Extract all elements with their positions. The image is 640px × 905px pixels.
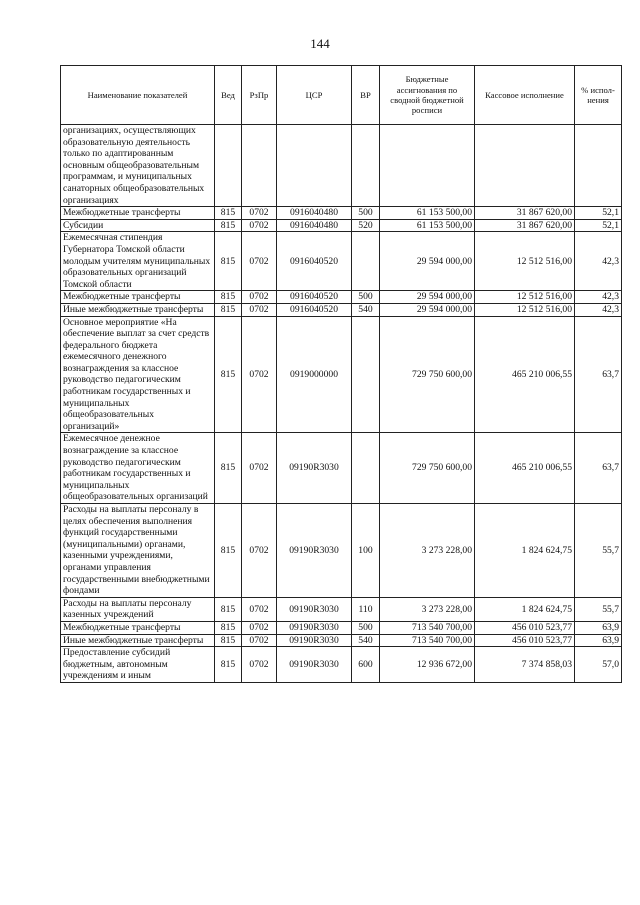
header-ved: Вед xyxy=(215,66,242,125)
row-vr: 500 xyxy=(352,207,380,220)
row-budget: 3 273 228,00 xyxy=(380,504,475,598)
row-rzpr: 0702 xyxy=(242,232,277,291)
row-name: Ежемесячное денежное вознаграждение за классное руководство педагогическим работникам государственных и муниципальных общеобразовательных организаций xyxy=(61,433,215,504)
row-budget: 29 594 000,00 xyxy=(380,232,475,291)
row-name: Межбюджетные трансферты xyxy=(61,621,215,634)
row-ved: 815 xyxy=(215,634,242,647)
row-name: Расходы на выплаты персоналу казенных учреждений xyxy=(61,597,215,621)
row-name: Межбюджетные трансферты xyxy=(61,291,215,304)
row-percent: 63,9 xyxy=(575,621,622,634)
row-ved: 815 xyxy=(215,433,242,504)
row-cash: 12 512 516,00 xyxy=(475,232,575,291)
row-percent: 55,7 xyxy=(575,504,622,598)
row-cash: 465 210 006,55 xyxy=(475,316,575,433)
row-budget: 713 540 700,00 xyxy=(380,634,475,647)
table-header-row xyxy=(61,66,622,125)
table-row xyxy=(61,647,622,683)
table-row xyxy=(61,125,622,207)
row-vr xyxy=(352,232,380,291)
header-csr: ЦСР xyxy=(277,66,352,125)
row-percent: 55,7 xyxy=(575,597,622,621)
row-cash: 456 010 523,77 xyxy=(475,634,575,647)
row-ved: 815 xyxy=(215,316,242,433)
row-name: организациях, осуществляющих образовательную деятельность только по адаптированным основным общеобразовательным программам, и муниципальных санаторных общеобразовательных организациях xyxy=(61,125,215,207)
row-rzpr: 0702 xyxy=(242,504,277,598)
table-row xyxy=(61,504,622,598)
row-cash xyxy=(475,125,575,207)
page-number: 144 xyxy=(310,36,330,51)
row-percent: 57,0 xyxy=(575,647,622,683)
row-ved: 815 xyxy=(215,219,242,232)
table-row xyxy=(61,433,622,504)
row-rzpr: 0702 xyxy=(242,303,277,316)
header-budget: Бюджетные ассигнования по сводной бюджетной росписи xyxy=(380,66,475,125)
row-rzpr: 0702 xyxy=(242,621,277,634)
row-percent: 42,3 xyxy=(575,232,622,291)
table-row xyxy=(61,291,622,304)
row-vr: 600 xyxy=(352,647,380,683)
header-percent: % испол-нения xyxy=(575,66,622,125)
row-budget: 729 750 600,00 xyxy=(380,316,475,433)
header-vr: ВР xyxy=(352,66,380,125)
row-cash: 1 824 624,75 xyxy=(475,597,575,621)
row-vr: 500 xyxy=(352,291,380,304)
row-budget: 729 750 600,00 xyxy=(380,433,475,504)
row-cash: 465 210 006,55 xyxy=(475,433,575,504)
row-csr: 0916040520 xyxy=(277,232,352,291)
row-name: Иные межбюджетные трансферты xyxy=(61,303,215,316)
row-cash: 1 824 624,75 xyxy=(475,504,575,598)
row-rzpr: 0702 xyxy=(242,647,277,683)
row-rzpr: 0702 xyxy=(242,219,277,232)
row-ved: 815 xyxy=(215,597,242,621)
row-budget: 61 153 500,00 xyxy=(380,207,475,220)
row-ved: 815 xyxy=(215,621,242,634)
row-budget: 3 273 228,00 xyxy=(380,597,475,621)
row-ved: 815 xyxy=(215,207,242,220)
row-budget: 713 540 700,00 xyxy=(380,621,475,634)
row-vr: 500 xyxy=(352,621,380,634)
row-csr: 09190R3030 xyxy=(277,634,352,647)
row-csr: 0916040520 xyxy=(277,303,352,316)
row-vr: 110 xyxy=(352,597,380,621)
row-csr: 09190R3030 xyxy=(277,621,352,634)
budget-table xyxy=(60,65,622,683)
row-csr: 0916040480 xyxy=(277,207,352,220)
row-vr xyxy=(352,125,380,207)
header-name: Наименование показателей xyxy=(61,66,215,125)
row-percent: 63,7 xyxy=(575,433,622,504)
row-cash: 12 512 516,00 xyxy=(475,303,575,316)
table-body xyxy=(61,125,622,683)
table-row xyxy=(61,634,622,647)
row-rzpr: 0702 xyxy=(242,291,277,304)
row-vr: 520 xyxy=(352,219,380,232)
row-rzpr: 0702 xyxy=(242,316,277,433)
row-budget xyxy=(380,125,475,207)
row-csr: 09190R3030 xyxy=(277,597,352,621)
row-ved xyxy=(215,125,242,207)
row-vr: 540 xyxy=(352,634,380,647)
row-percent: 52,1 xyxy=(575,207,622,220)
row-rzpr xyxy=(242,125,277,207)
row-rzpr: 0702 xyxy=(242,433,277,504)
header-cash: Кассовое исполнение xyxy=(475,66,575,125)
row-ved: 815 xyxy=(215,303,242,316)
row-csr: 09190R3030 xyxy=(277,504,352,598)
row-percent: 42,3 xyxy=(575,291,622,304)
row-name: Расходы на выплаты персоналу в целях обеспечения выполнения функций государственными (муниципальными) органами, казенными учреждениями, органами управления государственными внебюджетными фондами xyxy=(61,504,215,598)
row-csr: 0919000000 xyxy=(277,316,352,433)
row-csr xyxy=(277,125,352,207)
row-cash: 31 867 620,00 xyxy=(475,219,575,232)
table-row xyxy=(61,232,622,291)
row-budget: 29 594 000,00 xyxy=(380,291,475,304)
row-csr: 09190R3030 xyxy=(277,647,352,683)
row-csr: 09190R3030 xyxy=(277,433,352,504)
row-cash: 456 010 523,77 xyxy=(475,621,575,634)
row-rzpr: 0702 xyxy=(242,597,277,621)
row-percent: 52,1 xyxy=(575,219,622,232)
row-ved: 815 xyxy=(215,232,242,291)
row-cash: 7 374 858,03 xyxy=(475,647,575,683)
row-ved: 815 xyxy=(215,647,242,683)
row-percent: 42,3 xyxy=(575,303,622,316)
row-ved: 815 xyxy=(215,291,242,304)
row-rzpr: 0702 xyxy=(242,634,277,647)
row-percent xyxy=(575,125,622,207)
row-budget: 61 153 500,00 xyxy=(380,219,475,232)
row-percent: 63,9 xyxy=(575,634,622,647)
row-vr xyxy=(352,316,380,433)
row-cash: 31 867 620,00 xyxy=(475,207,575,220)
header-rzpr: РзПр xyxy=(242,66,277,125)
row-name: Ежемесячная стипендия Губернатора Томской области молодым учителям муниципальных образовательных организаций Томской области xyxy=(61,232,215,291)
row-name: Предоставление субсидий бюджетным, автономным учреждениям и иным xyxy=(61,647,215,683)
row-name: Межбюджетные трансферты xyxy=(61,207,215,220)
row-csr: 0916040480 xyxy=(277,219,352,232)
table-row xyxy=(61,219,622,232)
row-ved: 815 xyxy=(215,504,242,598)
row-csr: 0916040520 xyxy=(277,291,352,304)
row-name: Иные межбюджетные трансферты xyxy=(61,634,215,647)
row-budget: 29 594 000,00 xyxy=(380,303,475,316)
row-percent: 63,7 xyxy=(575,316,622,433)
table-row xyxy=(61,621,622,634)
row-name: Субсидии xyxy=(61,219,215,232)
table-row xyxy=(61,316,622,433)
table-row xyxy=(61,597,622,621)
row-vr xyxy=(352,433,380,504)
row-budget: 12 936 672,00 xyxy=(380,647,475,683)
row-rzpr: 0702 xyxy=(242,207,277,220)
row-cash: 12 512 516,00 xyxy=(475,291,575,304)
row-vr: 100 xyxy=(352,504,380,598)
row-name: Основное мероприятие «На обеспечение выплат за счет средств федерального бюджета ежемесячного денежного вознаграждения за классное руководство педагогическим работникам государственных и муниципальных общеобразовательных организаций» xyxy=(61,316,215,433)
table-row xyxy=(61,303,622,316)
table-row xyxy=(61,207,622,220)
row-vr: 540 xyxy=(352,303,380,316)
